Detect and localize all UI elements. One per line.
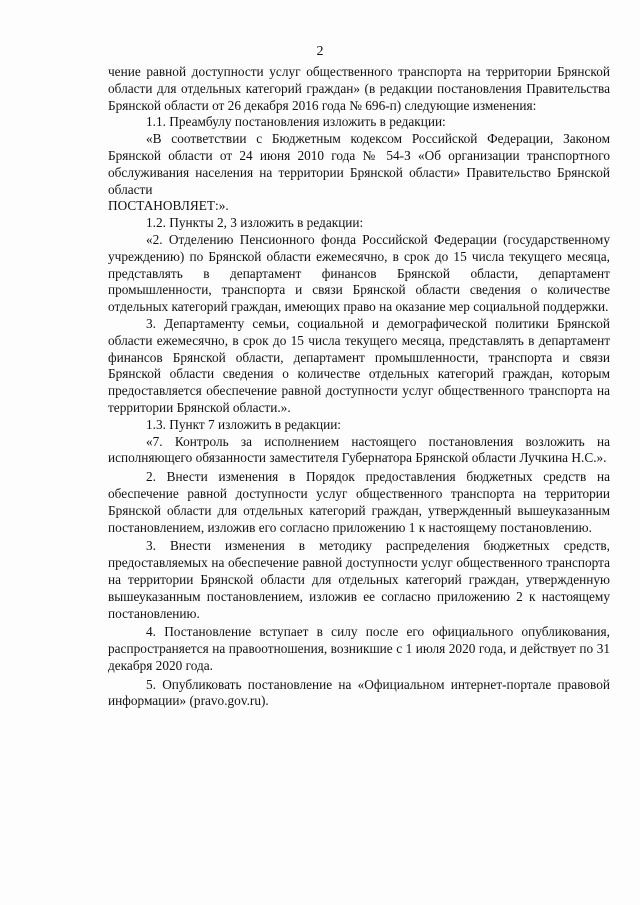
paragraph-1-2: 1.2. Пункты 2, 3 изложить в редакции: <box>146 215 364 231</box>
paragraph-1-1: 1.1. Преамбулу постановления изложить в редакции: <box>146 114 446 130</box>
paragraph-point-7: «7. Контроль за исполнением настоящего постановления возложить на исполняющего обязанности заместителя Губернатора Брянской области Лучкина Н.С.». <box>108 433 610 466</box>
document-body <box>108 64 610 710</box>
page-number: 2 <box>316 44 324 59</box>
paragraph-point-3: 3. Департаменту семьи, социальной и демографической политики Брянской области ежемесячно, в срок до 15 числа текущего месяца, представлять в департамент финансов Брянской области, департамент промышленности, транспорта и связи Брянской области сведения о количестве отдельных категорий граждан, которым предоставляется обеспечение равной доступности услуг общественного транспорта на территории Брянской области.». <box>108 315 610 415</box>
paragraph-continuation: чение равной доступности услуг общественного транспорта на территории Брянской области для отдельных категорий граждан» (в редакции постановления Правительства Брянской области от 26 декабря 2016 года № 696-п) следующие изменения: <box>108 64 610 113</box>
paragraph-3: 3. Внести изменения в методику распределения бюджетных средств, предоставляемых на обеспечение равной доступности услуг общественного транспорта на территории Брянской области для отдельных категорий граждан, утвержденную вышеуказанным постановлением, изложив ее согласно приложению 2 к настоящему постановлению. <box>108 538 610 621</box>
paragraph-4: 4. Постановление вступает в силу после его официального опубликования, распространяется на правоотношения, возникшие с 1 июля 2020 года, и действует по 31 декабря 2020 года. <box>108 624 610 673</box>
paragraph-5: 5. Опубликовать постановление на «Официальном интернет-портале правовой информации» (pravo.gov.ru). <box>108 676 610 709</box>
paragraph-1-3: 1.3. Пункт 7 изложить в редакции: <box>146 416 341 432</box>
paragraph-postanovlyaet: ПОСТАНОВЛЯЕТ:». <box>108 198 229 214</box>
paragraph-point-2: «2. Отделению Пенсионного фонда Российской Федерации (государственному учреждению) по Брянской области ежемесячно, в срок до 15 числа текущего месяца, представлять в департамент финансов Брянской области, департамент промышленности, транспорта и связи Брянской области сведения о количестве отдельных категорий граждан, имеющих право на оказание мер социальной поддержки. <box>108 231 610 315</box>
paragraph-2: 2. Внести изменения в Порядок предоставления бюджетных средств на обеспечение равной доступности услуг общественного транспорта на территории Брянской области для отдельных категорий граждан, утвержденный вышеуказанным постановлением, изложив его согласно приложению 1 к настоящему постановлению. <box>108 469 610 535</box>
paragraph-preamble-quote: «В соответствии с Бюджетным кодексом Российской Федерации, Законом Брянской области от 24 июня 2010 года № 54-З «Об организации транспортного обслуживания населения на территории Брянской области» Правительство Брянской области <box>108 131 610 197</box>
